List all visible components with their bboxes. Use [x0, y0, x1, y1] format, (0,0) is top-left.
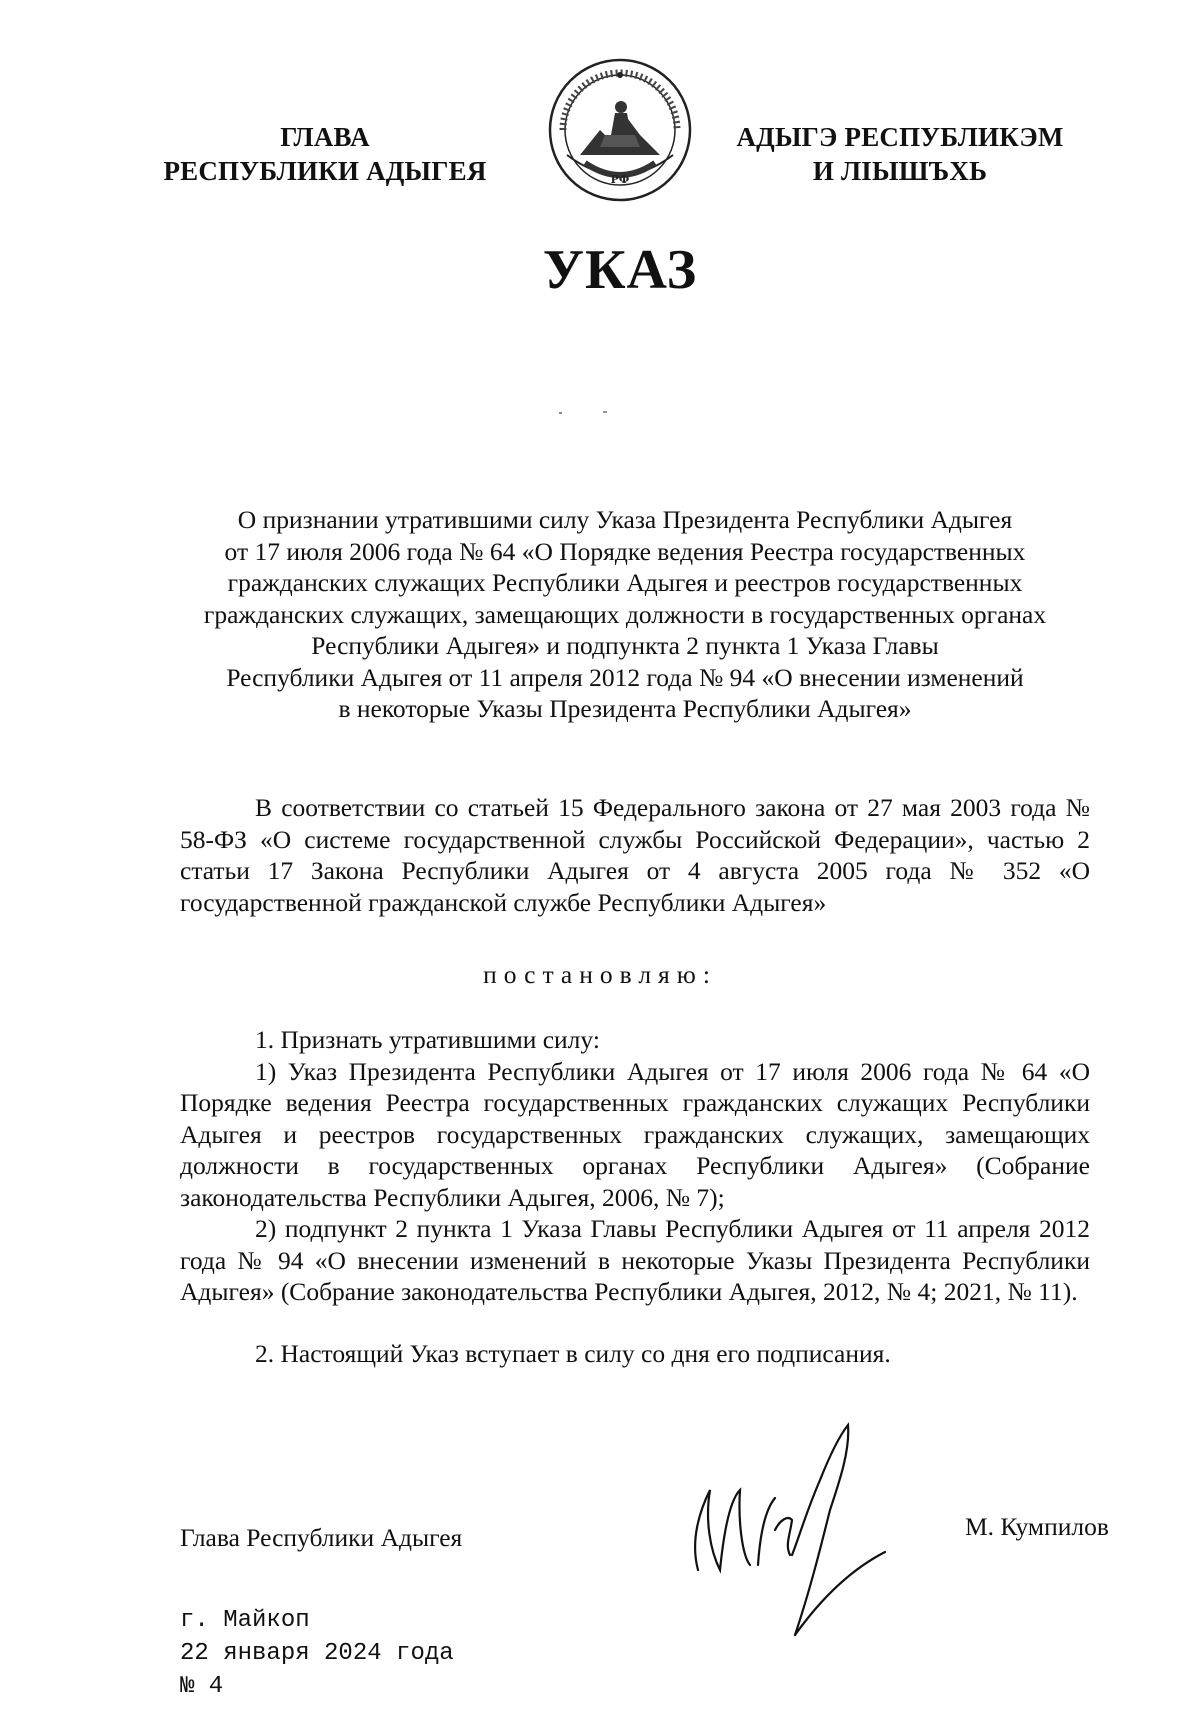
signatory-name: М. Кумпилов	[965, 1512, 1109, 1541]
issuer-line-1: ГЛАВА	[280, 122, 370, 152]
preamble-paragraph	[180, 792, 1090, 918]
clause-1-2: 2) подпункт 2 пункта 1 Указа Главы Республики Адыгея от 11 апреля 2012 года № 94 «О внесении изменений в некоторые Указы Президента Республики Адыгея» (Собрание законодательства Республики Адыгея, 2012, № 4; 2021, № 11).	[180, 1214, 1090, 1306]
issuer-adyghe	[720, 120, 1080, 188]
subject-line: от 17 июля 2006 года № 64 «О Порядке ведения Реестра государственных	[224, 536, 1026, 566]
subject-line: гражданских служащих, замещающих должности в государственных органах	[203, 599, 1047, 629]
subject-line: Республики Адыгея от 11 апреля 2012 года № 94 «О внесении изменений	[226, 662, 1024, 692]
place-date-number	[180, 1604, 454, 1703]
subject-heading	[160, 504, 1090, 725]
city: г. Майкоп	[180, 1607, 310, 1634]
svg-text:РФ: РФ	[610, 173, 630, 186]
decree-body	[180, 1024, 1090, 1369]
issuer-adyghe-line-1: АДЫГЭ РЕСПУБЛИКЭМ	[736, 122, 1064, 152]
issuer-line-2: РЕСПУБЛИКИ АДЫГЕЯ	[163, 156, 487, 186]
preamble-text: В соответствии со статьей 15 Федерального закона от 27 мая 2003 года № 58-ФЗ «О системе государственной службы Российской Федерации», частью 2 статьи 17 Закона Республики Адыгея от 4 августа 2005 года № 352 «О государственной гражданской службе Республики Адыгея»	[180, 793, 1090, 917]
clause-1: 1. Признать утратившими силу:	[255, 1025, 600, 1054]
issuer-adyghe-line-2: И ЛІЫШЪХЬ	[812, 156, 988, 186]
coat-of-arms-icon	[545, 55, 695, 205]
signatory-position: Глава Республики Адыгея	[180, 1523, 463, 1552]
subject-line: гражданских служащих Республики Адыгея и реестров государственных	[227, 568, 1023, 597]
handwritten-signature	[680, 1420, 905, 1650]
scan-specks	[555, 410, 615, 416]
clause-1-1: 1) Указ Президента Республики Адыгея от 17 июля 2006 года № 64 «О Порядке ведения Реестра государственных гражданских служащих Республики Адыгея и реестров государственных гражданских служащих, замещающих должности в государственных органах Республики Адыгея» (Собрание законодательства Республики Адыгея, 2006, № 7);	[180, 1056, 1090, 1212]
decree-word: постановляю:	[483, 960, 717, 989]
subject-line: О признании утратившими силу Указа Президента Республики Адыгея	[237, 505, 1013, 534]
clause-2: 2. Настоящий Указ вступает в силу со дня его подписания.	[255, 1338, 891, 1368]
document-number: № 4	[180, 1673, 224, 1700]
subject-line: в некоторые Указы Президента Республики Адыгея»	[338, 694, 912, 723]
document-title: УКАЗ	[542, 239, 698, 301]
issuer-russian	[140, 120, 510, 188]
date: 22 января 2024 года	[180, 1640, 454, 1667]
subject-line: Республики Адыгея» и подпункта 2 пункта 1 Указа Главы	[311, 631, 939, 660]
